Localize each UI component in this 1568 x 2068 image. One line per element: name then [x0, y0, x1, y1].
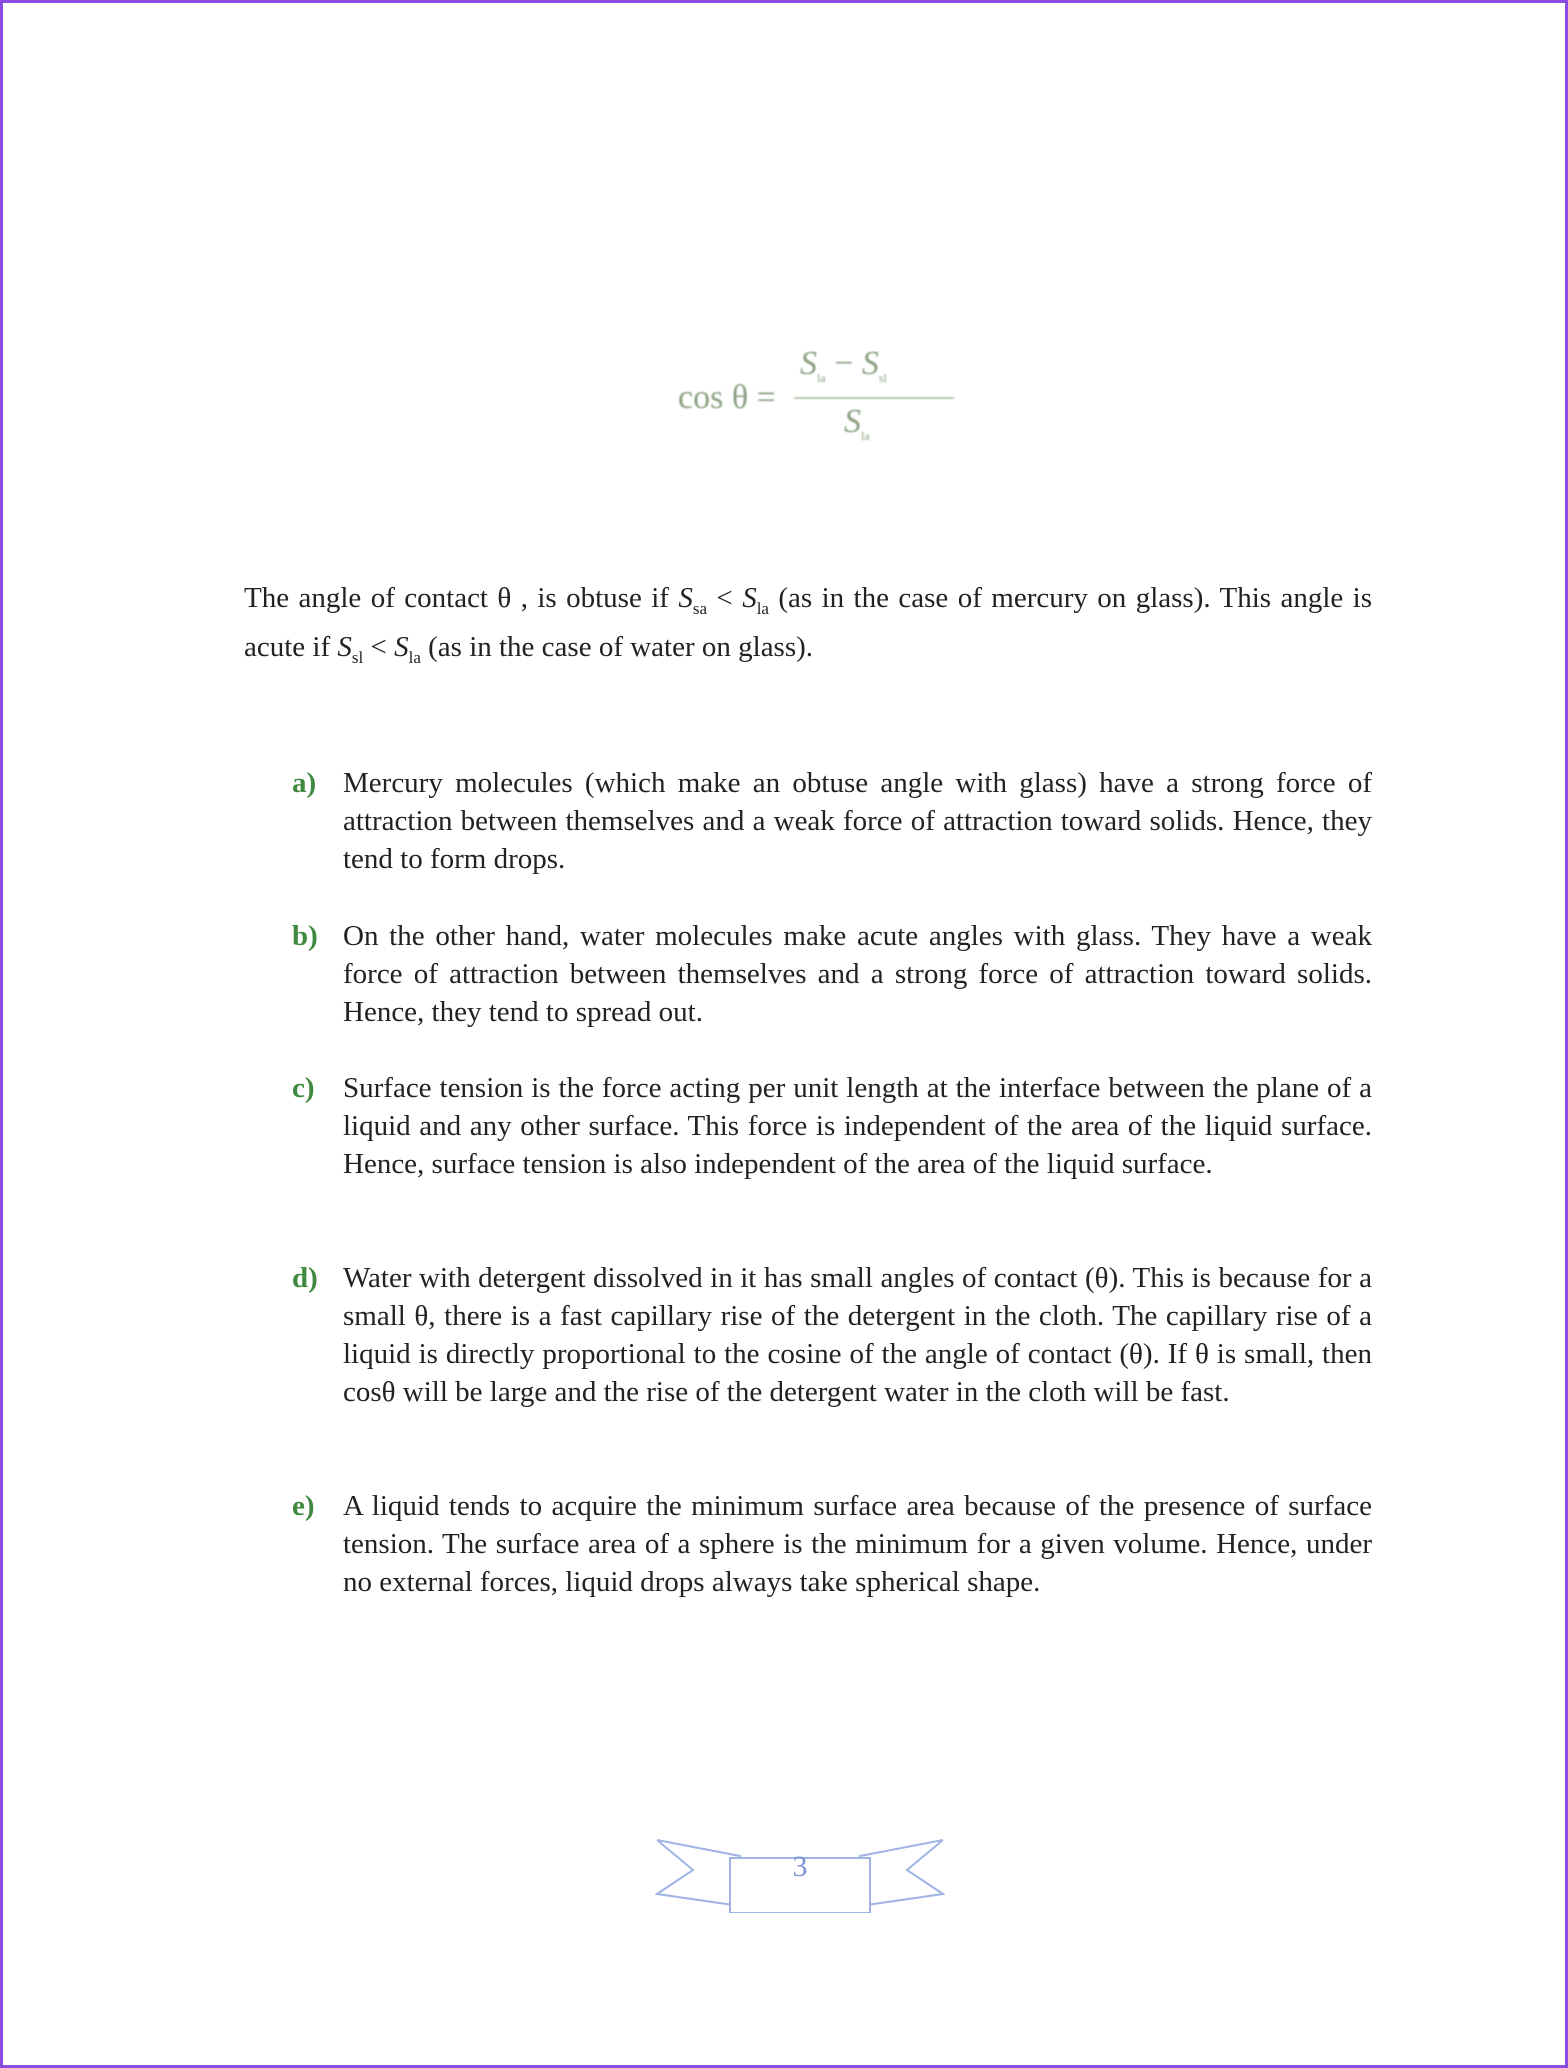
list-item — [292, 1259, 1372, 1411]
formula-lhs: cos θ = — [678, 379, 776, 416]
item-label: e) — [292, 1490, 315, 1522]
item-label: c) — [292, 1072, 315, 1104]
item-text: Surface tension is the force acting per unit length at the interface between the plane of a liquid and any other surface. This force is independent of the area of the liquid surface. Hence, surface tension is also independent of the area of the liquid surface. — [343, 1072, 1372, 1180]
list-item — [292, 917, 1372, 1031]
list-item — [292, 1069, 1372, 1183]
item-text: On the other hand, water molecules make acute angles with glass. They have a weak force of attraction between themselves and a strong force of attraction toward solids. Hence, they tend to spread out. — [343, 920, 1372, 1028]
list-item — [292, 764, 1372, 878]
item-text: Mercury molecules (which make an obtuse angle with glass) have a strong force of attraction between themselves and a weak force of attraction toward solids. Hence, they tend to form drops. — [343, 767, 1372, 875]
list-item — [292, 1487, 1372, 1601]
contact-angle-formula — [676, 345, 956, 465]
item-text: A liquid tends to acquire the minimum surface area because of the presence of surface tension. The surface area of a sphere is the minimum for a given volume. Hence, under no external forces, liquid drops always take spherical shape. — [343, 1490, 1372, 1598]
item-label: a) — [292, 767, 317, 799]
item-label: d) — [292, 1262, 318, 1294]
item-text: Water with detergent dissolved in it has small angles of contact (θ). This is because for a small θ, there is a fast capillary rise of the detergent in the cloth. The capillary rise of a liquid is directly proportional to the cosine of the angle of contact (θ). If θ is small, then cosθ will be large and the rise of the detergent water in the cloth will be fast. — [343, 1262, 1372, 1408]
fraction-bar — [794, 397, 954, 399]
formula-denominator: $S_{la}$ — [844, 403, 870, 443]
intro-paragraph: The angle of contact θ , is obtuse if $S_{sa} < S_{la}$ (as in the case of mercury on glass). This angle is acute if $S_{sl} < S_{la}$ (as in the case of water on glass). — [244, 582, 1372, 667]
page-number: 3 — [792, 1850, 808, 1883]
page-number-ribbon — [655, 1828, 945, 1913]
formula-numerator: $S_{la} - S_{sl}$ — [800, 345, 887, 385]
item-label: b) — [292, 920, 318, 952]
